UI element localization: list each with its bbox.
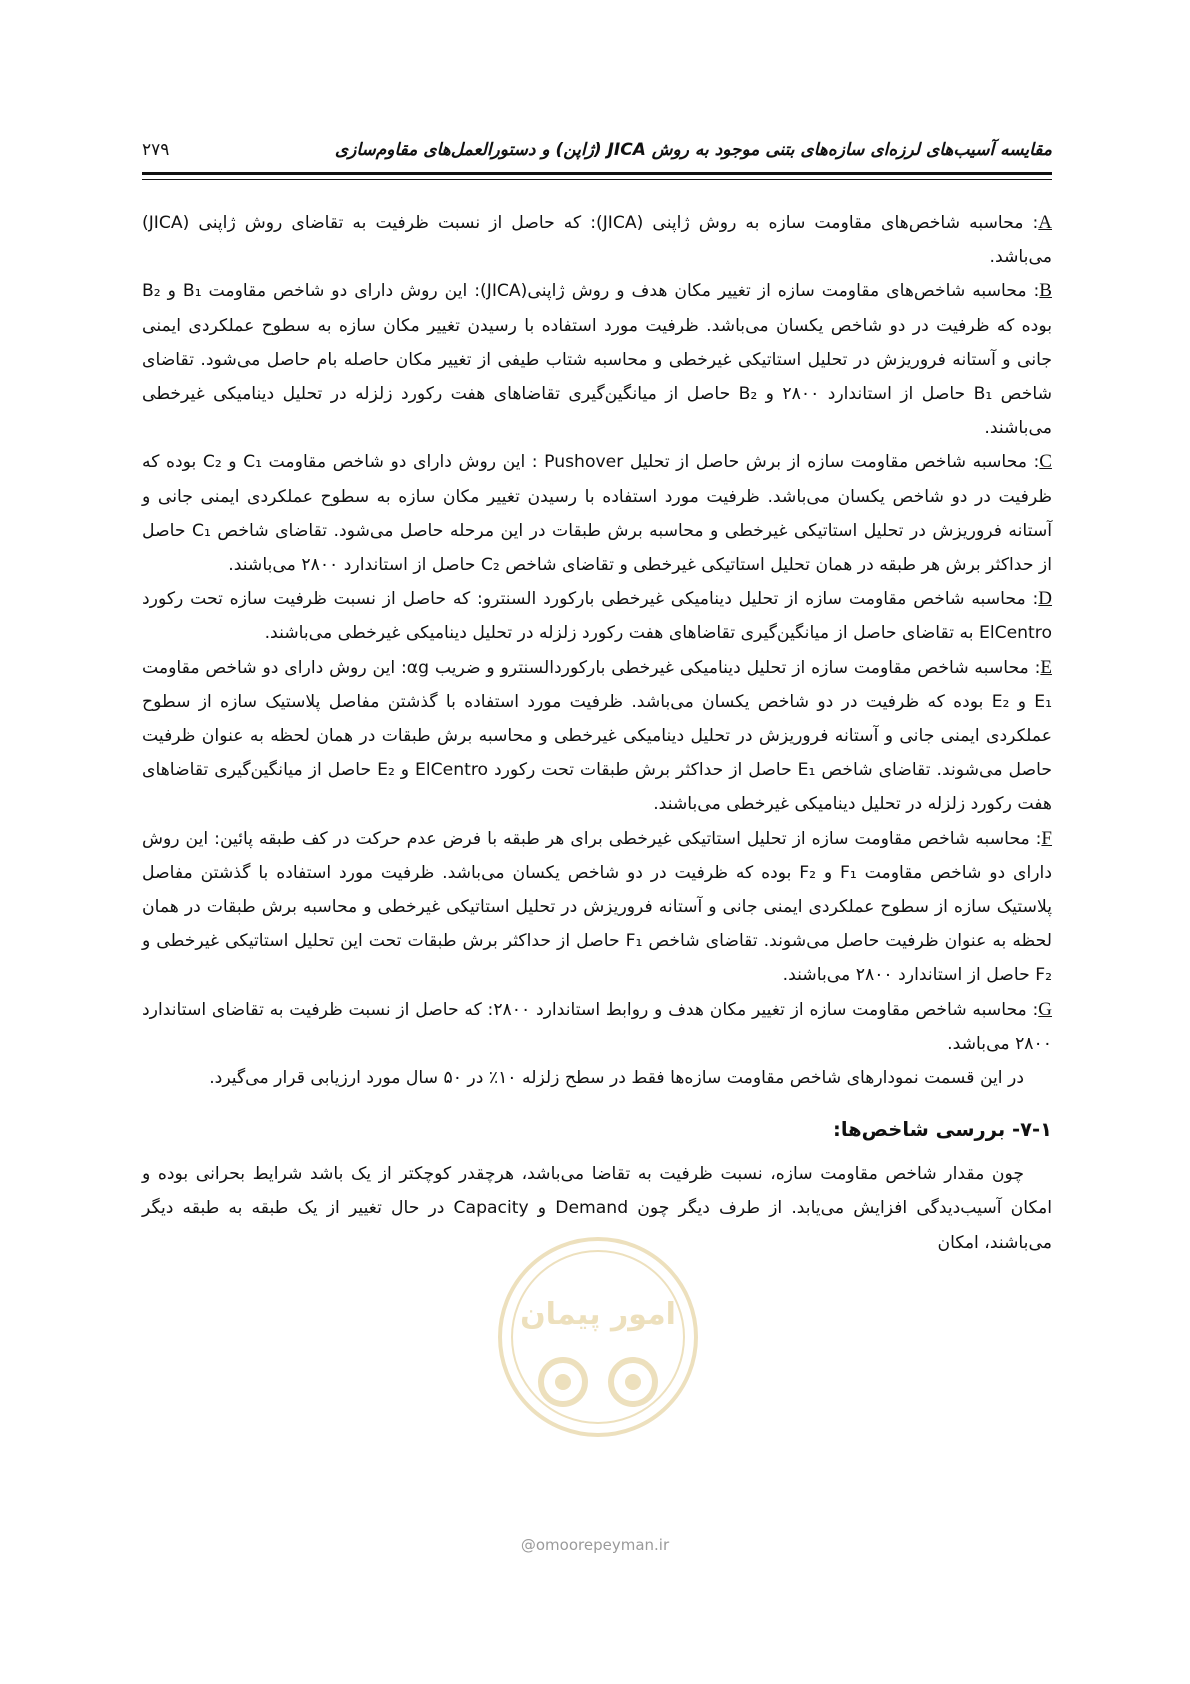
paragraph-label: D	[1038, 588, 1052, 610]
paragraph-text: : محاسبه شاخص مقاومت سازه از تغییر مکان هدف و روابط استاندارد ۲۸۰۰: که حاصل از نسبت ظرفیت به تقاضای استاندارد ۲۸۰۰ می‌باشد.	[142, 999, 1052, 1054]
body-text	[142, 206, 1052, 1260]
paragraph-label: G	[1038, 998, 1052, 1020]
paragraph-text: : محاسبه شاخص مقاومت سازه از برش حاصل از تحلیل Pushover : این روش دارای دو شاخص مقاومت C₁ و C₂ بوده که ظرفیت در دو شاخص یکسان می‌باشد. ظرفیت مورد استفاده با رسیدن تغییر مکان سازه به سطوح عملکردی ایمنی جانی و آستانه فروریزش در تحلیل استاتیکی غیرخطی و محاسبه برش طبقات در این مرحله حاصل می‌شود. تقاضای شاخص C₁ حاصل از حداکثر برش هر طبقه در همان تحلیل استاتیکی غیرخطی و تقاضای شاخص C₂ حاصل از استاندارد ۲۸۰۰ می‌باشند.	[142, 452, 1052, 576]
paragraph-c	[142, 445, 1052, 582]
watermark-url: @omoorepeyman.ir	[520, 1536, 670, 1554]
paragraph-d	[142, 582, 1052, 650]
paragraph-a	[142, 206, 1052, 274]
paragraph-text: : محاسبه شاخص مقاومت سازه از تحلیل دینامیکی غیرخطی بارکوردالسنترو و ضریب αg: این روش دارای دو شاخص مقاومت E₁ و E₂ بوده که ظرفیت در دو شاخص یکسان می‌باشد. ظرفیت مورد استفاده با گذشتن مفاصل پلاستیک سازه از سطوح عملکردی ایمنی جانی و آستانه فروریزش در تحلیل دینامیکی غیرخطی و محاسبه برش طبقات در همان لحظه به عنوان ظرفیت حاصل می‌شوند. تقاضای شاخص E₁ حاصل از حداکثر برش طبقات تحت رکورد ElCentro و E₂ حاصل از میانگین‌گیری تقاضاهای هفت رکورد زلزله در تحلیل دینامیکی غیرخطی می‌باشند.	[142, 657, 1053, 815]
watermark-ring-inner	[512, 1251, 684, 1423]
paragraph-label: B	[1039, 280, 1052, 302]
section-paragraph: چون مقدار شاخص مقاومت سازه، نسبت ظرفیت به تقاضا می‌باشد، هرچقدر کوچکتر از یک باشد شرایط بحرانی بوده و امکان آسیب‌دیدگی افزایش می‌یابد. از طرف دیگر چون Demand و Capacity در حال تغییر از یک طبقه به طبقه دیگر می‌باشند، امکان	[142, 1164, 1052, 1253]
paragraph-text: : محاسبه شاخص‌های مقاومت سازه به روش ژاپنی (JICA): که حاصل از نسبت ظرفیت به تقاضای روش ژاپنی (JICA) می‌باشد.	[142, 213, 1052, 268]
paragraph-e	[142, 651, 1052, 822]
page-header	[142, 128, 1052, 160]
paragraph-g	[142, 993, 1052, 1061]
watermark-ring-outer	[500, 1239, 696, 1435]
header-rule-thin	[142, 179, 1052, 180]
paragraph-label: A	[1038, 212, 1053, 233]
paragraph-label: C	[1039, 451, 1052, 473]
gear-icon	[611, 1360, 655, 1404]
section-heading: ۷-۱- بررسی شاخص‌ها:	[833, 1118, 1052, 1142]
header-rule-thick	[142, 172, 1052, 175]
summary-paragraph: در این قسمت نمودارهای شاخص مقاومت سازه‌ها فقط در سطح زلزله ۱۰٪ در ۵۰ سال مورد ارزیابی قرار می‌گیرد.	[209, 1068, 1024, 1089]
running-title: مقایسه آسیب‌های لرزه‌ای سازه‌های بتنی موجود به روش JICA (ژاپن) و دستورالعمل‌های مقاوم‌سازی	[334, 140, 1052, 160]
paragraph-text: : محاسبه شاخص مقاومت سازه از تحلیل استاتیکی غیرخطی برای هر طبقه با فرض عدم حرکت در کف طبقه پائین: این روش دارای دو شاخص مقاومت F₁ و F₂ بوده که ظرفیت در دو شاخص یکسان می‌باشد. ظرفیت مورد استفاده با گذشتن مفاصل پلاستیک سازه از سطوح عملکردی ایمنی جانی و آستانه فروریزش در تحلیل استاتیکی غیرخطی و محاسبه برش طبقات در همان لحظه به عنوان ظرفیت حاصل می‌شوند. تقاضای شاخص F₁ حاصل از حداکثر برش طبقات تحت این تحلیل استاتیکی غیرخطی و F₂ حاصل از استاندارد ۲۸۰۰ می‌باشند.	[142, 828, 1052, 986]
paragraph-label: F	[1041, 827, 1052, 849]
paragraph-text: : محاسبه شاخص‌های مقاومت سازه از تغییر مکان هدف و روش ژاپنی(JICA): این روش دارای دو شاخص مقاومت B₁ و B₂ بوده که ظرفیت در دو شاخص یکسان می‌باشد. ظرفیت مورد استفاده با رسیدن تغییر مکان سازه به سطوح عملکردی ایمنی جانی و آستانه فروریزش در تحلیل استاتیکی غیرخطی و محاسبه شتاب طیفی از تغییر مکان حاصله بام حاصل می‌شود. تقاضای شاخص B₁ حاصل از استاندارد ۲۸۰۰ و B₂ حاصل از میانگین‌گیری تقاضاهای هفت رکورد زلزله در تحلیل دینامیکی غیرخطی می‌باشند.	[142, 281, 1052, 439]
watermark-logo-text: امور پیمان	[520, 1297, 676, 1332]
gear-icon	[541, 1360, 585, 1404]
paragraph-label: E	[1040, 656, 1052, 678]
paragraph-b	[142, 274, 1052, 445]
watermark-logo	[493, 1232, 703, 1442]
paragraph-f	[142, 822, 1052, 993]
paragraph-text: : محاسبه شاخص مقاومت سازه از تحلیل دینامیکی غیرخطی بارکورد السنترو: که حاصل از نسبت ظرفیت سازه تحت رکورد ElCentro به تقاضای حاصل از میانگین‌گیری تقاضاهای هفت رکورد زلزله در تحلیل دینامیکی غیرخطی می‌باشند.	[142, 589, 1052, 644]
page-number: ۲۷۹	[142, 140, 170, 160]
